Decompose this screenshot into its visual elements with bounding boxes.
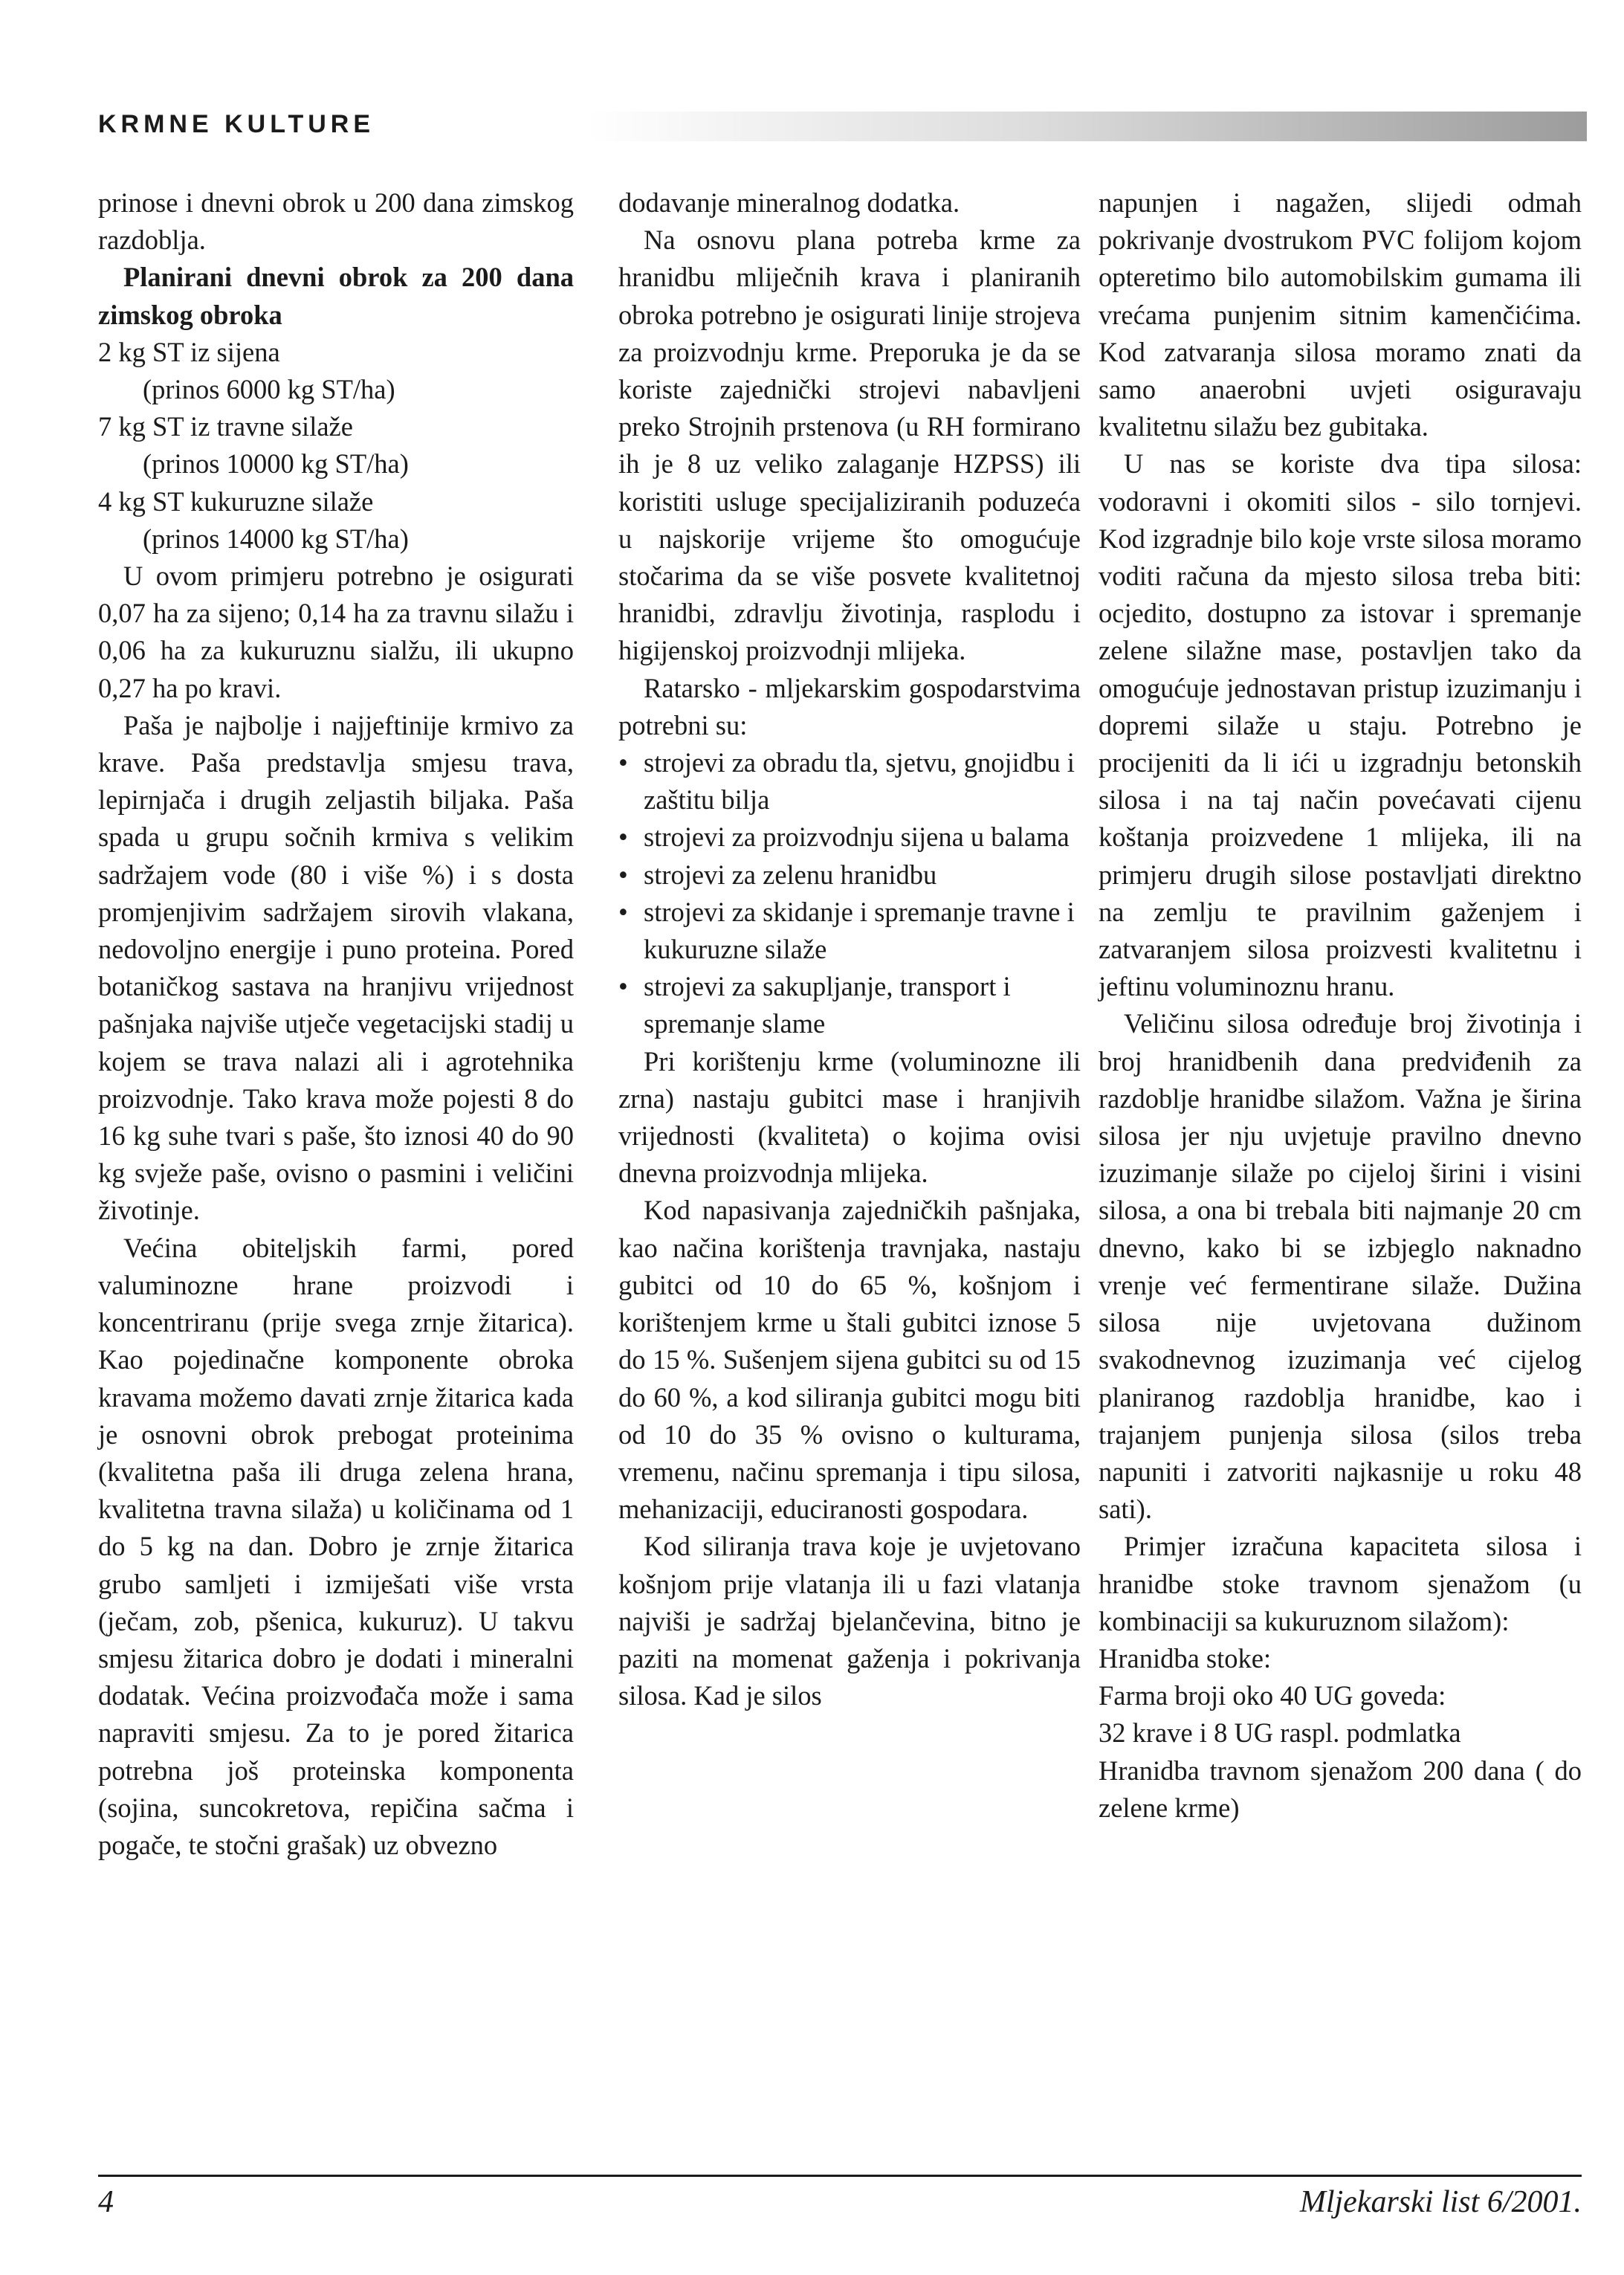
paragraph: Pri korištenju krme (voluminozne ili zrna) nastaju gubitci mase i hranjivih vrijednosti (kvaliteta) o kojima ovisi dnevna proizvodnja mlijeka. bbox=[618, 1045, 1081, 1189]
plan-item-yield: (prinos 14000 kg ST/ha) bbox=[143, 523, 409, 554]
page-number: 4 bbox=[98, 2185, 114, 2219]
column-2 bbox=[618, 184, 1081, 1714]
plan-item-yield: (prinos 6000 kg ST/ha) bbox=[143, 374, 395, 405]
paragraph: napunjen i nagažen, slijedi odmah pokrivanje dvostrukom PVC folijom kojom opteretimo bilo automobilskim gumama ili vrećama punjenim sitnim kamenčićima. Kod zatvaranja silosa moramo znati da samo anaerobni uvjeti osiguravaju kvalitetnu silažu bez gubitaka. bbox=[1099, 187, 1582, 442]
list-item: • strojevi za zelenu hranidbu bbox=[618, 856, 1081, 894]
plan-item: 7 kg ST iz travne silaže bbox=[98, 411, 353, 442]
paragraph: Primjer izračuna kapaciteta silosa i hranidbe stoke travnom sjenažom (u kombinaciji sa kukuruznom silažom): bbox=[1099, 1531, 1582, 1636]
text-line: 32 krave i 8 UG raspl. podmlatka bbox=[1099, 1717, 1461, 1749]
paragraph: U nas se koriste dva tipa silosa: vodoravni i okomiti silos - silo tornjevi. Kod izgradnje bilo koje vrste silosa moramo voditi računa da mjesto silosa treba biti: ocjedito, dostupno za istovar i spremanje zelene silažne mase, postavljen tako da omogućuje jednostavan pristup izuzimanju i dopremi silaže u staju. Potrebno je procijeniti da li ići u izgradnju betonskih silosa i na taj način povećavati cijenu koštanja proizvedene 1 mlijeka, ili na primjeru drugih silose postavljati direktno na zemlju te pravilnim gaženjem i zatvaranjem silosa proizvesti kvalitetnu i jeftinu voluminoznu hranu. bbox=[1099, 448, 1582, 1002]
plan-heading: Planirani dnevni obrok za 200 dana zimskog obroka bbox=[98, 262, 574, 330]
plan-item: 4 kg ST kukuruzne silaže bbox=[98, 485, 374, 517]
bullet-icon: • bbox=[618, 822, 628, 853]
paragraph: Kod siliranja trava koje je uvjetovano košnjom prije vlatanja ili u fazi vlatanja najviši je sadržaj bjelančevina, bitno je paziti na momenat gaženja i pokrivanja silosa. Kad je silos bbox=[618, 1531, 1081, 1711]
plan-item-yield: (prinos 10000 kg ST/ha) bbox=[143, 448, 409, 480]
bullet-icon: • bbox=[618, 859, 628, 890]
text-line: Hranidba stoke: bbox=[1099, 1642, 1272, 1674]
bullet-icon: • bbox=[618, 896, 628, 927]
column-3 bbox=[1099, 184, 1582, 1827]
journal-name: Mljekarski list 6/2001. bbox=[1299, 2185, 1582, 2219]
paragraph: Kod napasivanja zajedničkih pašnjaka, kao načina korištenja travnjaka, nastaju gubitci od 10 do 65 %, košnjom i korištenjem krme u štali gubitci iznose 5 do 15 %. Sušenjem sijena gubitci su od 15 do 60 %, a kod siliranja gubitci mogu biti od 10 do 35 % ovisno o kulturama, vremenu, načinu spremanja i tipu silosa, mehanizaciji, educiranosti gospodara. bbox=[618, 1195, 1081, 1525]
list-item: • strojevi za sakupljanje, transport i spremanje slame bbox=[618, 968, 1081, 1042]
paragraph: Paša je najbolje i najjeftinije krmivo za krave. Paša predstavlja smjesu trava, lepirnjača i drugih zeljastih biljaka. Paša spada u grupu sočnih krmiva s velikim sadržajem vode (80 i više %) i s dosta promjenjivim sadržajem sirovih vlakana, nedovoljno energije i puno proteina. Pored botaničkog sastava na hranjivu vrijednost pašnjaka najviše utječe vegetacijski stadij u kojem se trava nalazi ali i agrotehnika proizvodnje. Tako krava može pojesti 8 do 16 kg suhe tvari s paše, što iznosi 40 do 90 kg svježe paše, ovisno o pasmini i veličini životinje. bbox=[98, 709, 574, 1226]
paragraph: Na osnovu plana potreba krme za hranidbu mliječnih krava i planiranih obroka potrebno je osigurati linije strojeva za proizvodnju krme. Preporuka je da se koriste zajednički strojevi nabavljeni preko Strojnih prstenova (u RH formirano ih je 8 uz veliko zalaganje HZPSS) ili koristiti usluge specijaliziranih poduzeća u najskorije vrijeme što omogućuje stočarima da se više posvete kvalitetnoj hranidbi, zdravlju životinja, rasplodu i higijenskoj proizvodnji mlijeka. bbox=[618, 225, 1081, 666]
footer-rule bbox=[98, 2175, 1582, 2177]
paragraph: dodavanje mineralnog dodatka. bbox=[618, 187, 960, 218]
bullet-icon: • bbox=[618, 747, 628, 778]
paragraph: U ovom primjeru potrebno je osigurati 0,07 ha za sijeno; 0,14 ha za travnu silažu i 0,06 ha za kukuruznu sialžu, ili ukupno 0,27 ha po kravi. bbox=[98, 561, 574, 703]
paragraph: Ratarsko - mljekarskim gospodarstvima potrebni su: bbox=[618, 672, 1081, 740]
list-item: • strojevi za obradu tla, sjetvu, gnojidbu i zaštitu bilja bbox=[618, 744, 1081, 819]
list-item: • strojevi za proizvodnju sijena u balama bbox=[618, 819, 1081, 856]
list-item: • strojevi za skidanje i spremanje travne i kukuruzne silaže bbox=[618, 894, 1081, 968]
text-line: Hranidba travnom sjenažom 200 dana ( do zelene krme) bbox=[1099, 1755, 1582, 1823]
bullet-icon: • bbox=[618, 971, 628, 1002]
plan-item: 2 kg ST iz sijena bbox=[98, 336, 280, 367]
text-line: Farma broji oko 40 UG goveda: bbox=[1099, 1680, 1446, 1711]
header-band bbox=[587, 112, 1587, 141]
paragraph: Veličinu silosa određuje broj životinja i broj hranidbenih dana predviđenih za razdoblje hranidbe silažom. Važna je širina silosa jer nju uvjetuje pravilno dnevno izuzimanje silaže po cijeloj širini i visini silosa, a ona bi trebala biti najmanje 20 cm dnevno, kako bi se izbjeglo naknadno vrenje već fermentirane silaže. Dužina silosa nije uvjetovana dužinom svakodnevnog izuzimanja već cijelog planiranog razdoblja hranidbe, kao i trajanjem punjenja silosa (silos treba napuniti i zatvoriti najkasnije u roku 48 sati). bbox=[1099, 1008, 1582, 1525]
paragraph: Većina obiteljskih farmi, pored valuminozne hrane proizvodi i koncentriranu (prije svega zrnje žitarica). Kao pojedinačne komponente obroka kravama možemo davati zrnje žitarica kada je osnovni obrok prebogat proteinima (kvalitetna paša ili druga zelena hrana, kvalitetna travna silaža) u količinama od 1 do 5 kg na dan. Dobro je zrnje žitarica grubo samljeti i izmiješati više vrsta (ječam, zob, pšenica, kukuruz). U takvu smjesu žitarica dobro je dodati i mineralni dodatak. Većina proizvođača može i sama napraviti smjesu. Za to je pored žitarica potrebna još proteinska komponenta (sojina, suncokretova, repičina sačma i pogače, te stočni grašak) uz obvezno bbox=[98, 1232, 574, 1860]
paragraph: prinose i dnevni obrok u 200 dana zimskog razdoblja. bbox=[98, 187, 574, 256]
column-1 bbox=[98, 184, 574, 1864]
section-title: KRMNE KULTURE bbox=[98, 110, 375, 138]
machinery-list bbox=[618, 744, 1081, 1043]
